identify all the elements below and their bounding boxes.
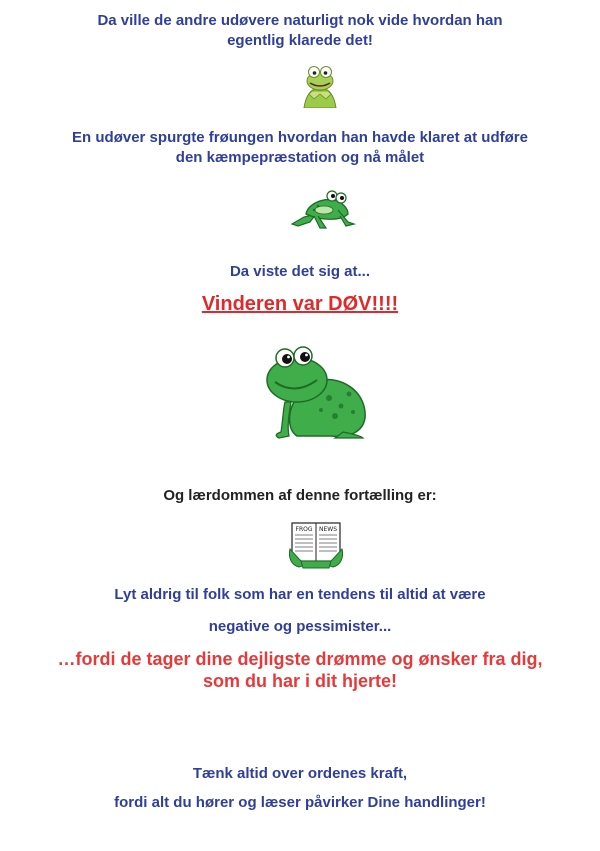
paragraph-5-line-2: negative og pessimister...	[208, 618, 392, 635]
headline-winner: Vinderen var DØV!!!!	[201, 293, 399, 315]
paragraph-2-line-1: En udøver spurgte frøungen hvordan han havde klaret at udføre	[72, 129, 528, 146]
paragraph-1-line-1: Da ville de andre udøvere naturligt nok vide hvordan han	[97, 12, 503, 29]
paragraph-4: Og lærdommen af denne fortælling er:	[163, 487, 437, 504]
small-frog-puppet-icon	[298, 64, 342, 108]
paragraph-6-line-2: som du har i dit hjerte!	[202, 671, 398, 691]
jumping-frog-icon	[288, 184, 358, 230]
paragraph-3: Da viste det sig at...	[229, 263, 371, 280]
frog-reading-newspaper-icon	[289, 521, 343, 569]
big-frog-icon	[257, 340, 373, 440]
paragraph-6-line-1: …fordi de tager dine dejligste drømme og ønsker fra dig,	[57, 649, 543, 669]
paragraph-2-line-2: den kæmpepræstation og nå målet	[175, 149, 425, 166]
paragraph-7-line-2: fordi alt du hører og læser påvirker Dine handlinger!	[114, 794, 486, 811]
newspaper-left-label: FROG	[295, 526, 313, 533]
paragraph-1-line-2: egentlig klarede det!	[227, 32, 373, 49]
newspaper-right-label: NEWS	[318, 526, 338, 533]
paragraph-7-line-1: Tænk altid over ordenes kraft,	[192, 765, 408, 782]
paragraph-5-line-1: Lyt aldrig til folk som har en tendens til altid at være	[114, 586, 486, 603]
